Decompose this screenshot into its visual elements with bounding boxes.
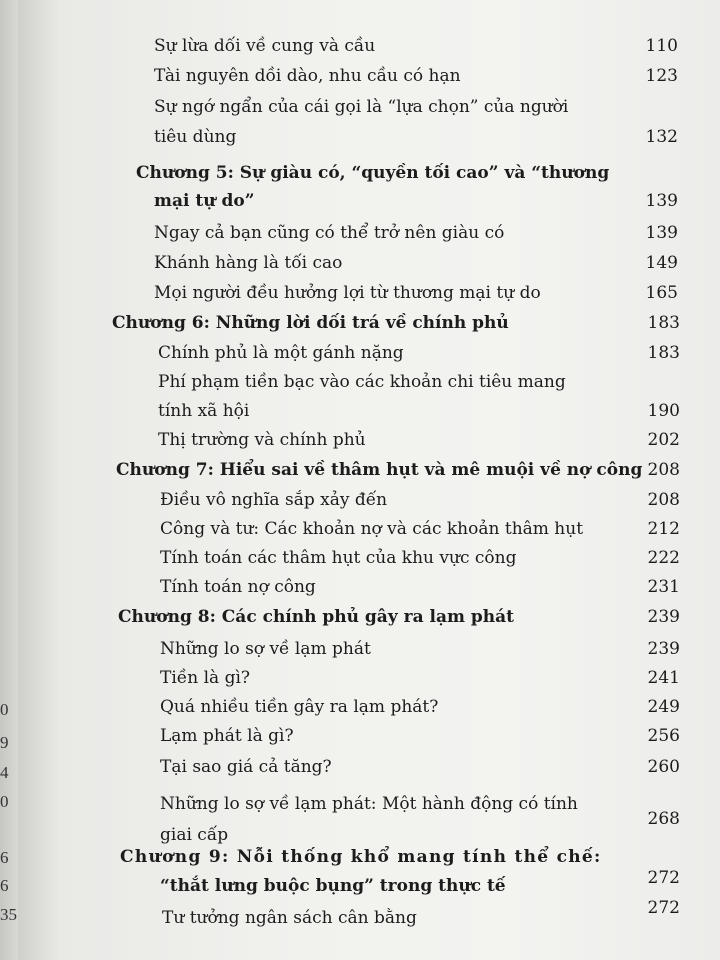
toc-title: Công và tư: Các khoản nợ và các khoản thâm hụt — [160, 519, 584, 539]
chapter-title: Chương 8: Các chính phủ gây ra lạm phát — [118, 607, 515, 627]
toc-page: 190 — [647, 401, 680, 421]
toc-title: Tiền là gì? — [160, 668, 250, 688]
toc-title: Sự lừa dối về cung và cầu — [154, 36, 376, 56]
toc-page: 202 — [647, 430, 680, 450]
toc-title: Điều vô nghĩa sắp xảy đến — [160, 490, 388, 510]
toc-title: Tài nguyên dồi dào, nhu cầu có hạn — [154, 66, 461, 86]
edge-number: 6 — [0, 848, 9, 867]
toc-title: Lạm phát là gì? — [160, 726, 294, 746]
toc-page: 149 — [645, 253, 678, 273]
toc-page: 222 — [647, 548, 680, 568]
edge-number: 35 — [0, 905, 17, 924]
toc-page: 132 — [645, 127, 678, 147]
toc-page: 260 — [647, 757, 680, 777]
toc-page: 239 — [647, 639, 680, 659]
toc-title: Những lo sợ về lạm phát: Một hành động có tính — [160, 794, 578, 814]
toc-page: 123 — [645, 66, 678, 86]
toc-title: Quá nhiều tiền gây ra lạm phát? — [160, 697, 439, 717]
toc-page: 272 — [647, 868, 680, 888]
toc-title: Tính toán nợ công — [160, 577, 316, 597]
toc-page: 165 — [645, 283, 678, 303]
toc-page: 110 — [645, 36, 678, 56]
chapter-title: Chương 6: Những lời dối trá về chính phủ — [112, 313, 509, 333]
toc-title: Mọi người đều hưởng lợi từ thương mại tự do — [154, 283, 541, 303]
toc-page: 139 — [645, 223, 678, 243]
toc-page: 249 — [647, 697, 680, 717]
chapter-title: “thắt lưng buộc bụng” trong thực tế — [160, 876, 506, 896]
toc-page: 256 — [647, 726, 680, 746]
toc-title: Tại sao giá cả tăng? — [160, 757, 332, 777]
toc-title: tính xã hội — [158, 401, 250, 421]
toc-page: 239 — [647, 607, 680, 627]
toc-title: Thị trường và chính phủ — [158, 430, 366, 450]
toc-page: 183 — [647, 313, 680, 333]
toc-title: Chính phủ là một gánh nặng — [158, 343, 404, 363]
edge-number: 0 — [0, 700, 9, 719]
chapter-title: Chương 5: Sự giàu có, “quyền tối cao” và “thương — [136, 163, 610, 183]
toc-page: 272 — [647, 898, 680, 918]
toc-title: Sự ngớ ngẩn của cái gọi là “lựa chọn” của người — [154, 97, 569, 117]
chapter-title: Chương 7: Hiểu sai về thâm hụt và mê muội về nợ công — [116, 460, 643, 480]
chapter-title: Chương 9: Nỗi thống khổ mang tính thể chế: — [120, 847, 602, 867]
toc-title: Tư tưởng ngân sách cân bằng — [162, 908, 417, 928]
toc-title: Những lo sợ về lạm phát — [160, 639, 371, 659]
edge-number: 4 — [0, 763, 9, 782]
toc-title: tiêu dùng — [154, 127, 237, 147]
toc-page: 139 — [645, 191, 678, 211]
toc-page: 183 — [647, 343, 680, 363]
edge-number: 6 — [0, 876, 9, 895]
toc-title: Khánh hàng là tối cao — [154, 253, 343, 273]
toc-title: Ngay cả bạn cũng có thể trở nên giàu có — [154, 223, 505, 243]
toc-title: giai cấp — [160, 825, 229, 845]
toc-page: 208 — [647, 460, 680, 480]
toc-page: 212 — [647, 519, 680, 539]
edge-number: 0 — [0, 792, 9, 811]
toc-title: Tính toán các thâm hụt của khu vực công — [160, 548, 517, 568]
toc-page: 241 — [647, 668, 680, 688]
edge-number: 9 — [0, 733, 9, 752]
toc-page: 268 — [647, 809, 680, 829]
toc-page: 231 — [647, 577, 680, 597]
toc-title: Phí phạm tiền bạc vào các khoản chi tiêu mang — [158, 372, 566, 392]
chapter-title: mại tự do” — [154, 191, 255, 211]
toc-page: 208 — [647, 490, 680, 510]
